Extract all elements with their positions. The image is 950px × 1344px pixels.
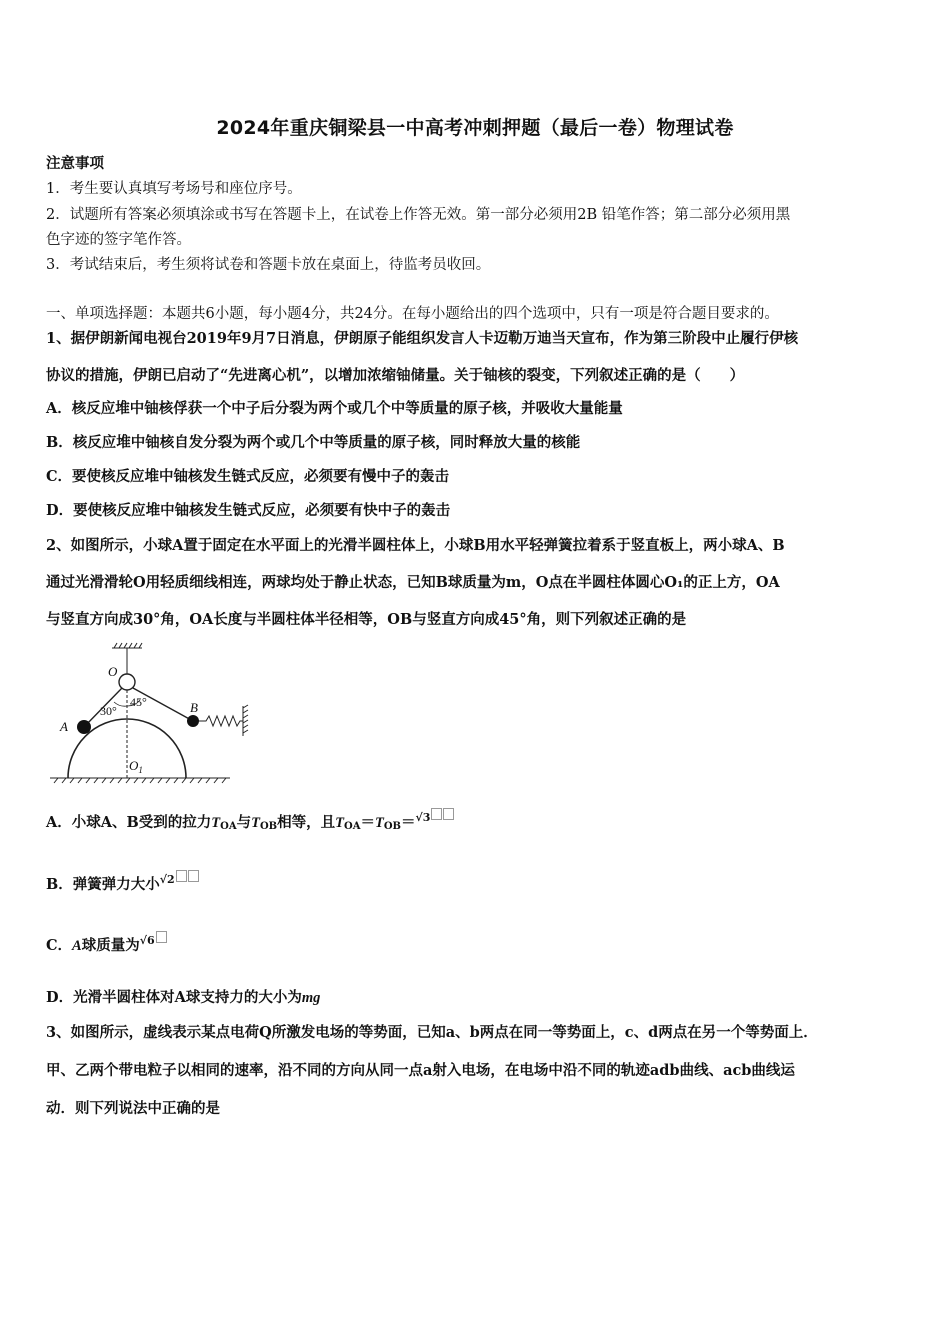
q2-option-a-sub1: OA [220,821,237,832]
q1-option-d: D．要使核反应堆中铀核发生链式反应，必须要有快中子的轰击 [46,502,451,519]
q2-option-b-sqrt: √2 [159,873,175,886]
q2-option-b [46,870,199,894]
notice-item-2: 2．试题所有答案必须填涂或书写在答题卡上，在试卷上作答无效。第一部分必须用2B 铅笔作答；第二部分必须用黑 [46,207,791,223]
label-a: A [60,719,68,734]
missing-glyph-icon [431,808,442,820]
label-o1-main: O [129,758,139,773]
notice-item-1: 1．考生要认真填写考场号和座位序号。 [46,181,302,197]
label-angle-45: 45° [130,695,147,709]
q2-option-a-equals2: ＝ [401,814,416,831]
q2-option-c-sym: A [72,938,82,954]
q2-option-a-sqrt: √3 [415,811,431,824]
q1-option-c: C．要使核反应堆中铀核发生链式反应，必须要有慢中子的轰击 [46,468,450,485]
ball-a [77,720,91,734]
notice-item-2-cont: 色字迹的签字笔作答。 [46,232,191,248]
q3-stem-line3: 动．则下列说法中正确的是 [46,1100,220,1117]
missing-glyph-icon [188,870,199,882]
q2-option-c-text: 球质量为 [81,937,140,954]
q2-option-d-sym: mg [301,990,321,1006]
q1-stem-line1: 1、据伊朗新闻电视台2019年9月7日消息，伊朗原子能组织发言人卡迈勒万迪当天宣布，作为第三阶段中止履行伊核 [46,330,799,347]
label-o1 [129,758,143,775]
q2-option-b-text: B．弹簧弹力大小 [46,876,160,893]
q2-option-a-t3: T [335,815,344,831]
q2-stem-line2: 通过光滑滑轮O用轻质细线相连，两球均处于静止状态，已知B球质量为m，O点在半圆柱体圆心O₁的正上方，OA [46,574,780,591]
q1-option-a: A．核反应堆中铀核俘获一个中子后分裂为两个或几个中等质量的原子核，并吸收大量能量 [46,400,623,417]
wall [243,705,249,736]
q2-option-a-sub2: OB [259,821,278,832]
q2-figure [46,640,266,790]
section-heading: 一、单项选择题：本题共6小题，每小题4分，共24分。在每小题给出的四个选项中，只有一项是符合题目要求的。 [46,306,779,322]
q2-option-a-t1: T [211,815,221,831]
missing-glyph-icon [176,870,187,882]
q2-option-a-prefix: A．小球A、B受到的拉力 [46,814,212,831]
q2-stem-line3: 与竖直方向成30°角，OA长度与半圆柱体半径相等，OB与竖直方向成45°角，则下列叙述正确的是 [46,611,687,628]
missing-glyph-icon [443,808,454,820]
q3-stem-line2: 甲、乙两个带电粒子以相同的速率，沿不同的方向从同一点a射入电场，在电场中沿不同的轨迹adb曲线、acb曲线运 [46,1062,795,1079]
q2-option-a-t2: T [251,815,260,831]
q2-option-c-sqrt: √6 [139,934,155,947]
ground [50,778,230,783]
q2-option-d [46,986,320,1007]
q2-option-a-equals: ＝ [360,814,375,831]
label-o1-sub: 1 [138,765,143,775]
q2-option-a [46,808,454,832]
q1-option-b: B．核反应堆中铀核自发分裂为两个或几个中等质量的原子核，同时释放大量的核能 [46,434,581,451]
q2-option-a-sub3: OA [344,821,361,832]
spring [199,716,243,726]
q3-stem-line1: 3、如图所示，虚线表示某点电荷Q所激发电场的等势面，已知a、b两点在同一等势面上，c、d两点在另一个等势面上． [46,1024,818,1041]
q2-option-c [46,931,167,955]
q2-option-a-eq: 相等，且 [277,814,336,831]
q2-option-a-sub4: OB [383,821,402,832]
q2-option-a-mid: 与 [236,814,252,831]
label-angle-30: 30° [100,704,117,718]
label-b: B [190,700,198,715]
label-o: O [108,664,118,679]
q1-stem-line2: 协议的措施，伊朗已启动了“先进离心机”，以增加浓缩铀储量。关于铀核的裂变，下列叙述正确的是（ ） [46,367,745,384]
exam-title: 2024年重庆铜梁县一中高考冲刺押题（最后一卷）物理试卷 [216,117,734,139]
missing-glyph-icon [156,931,167,943]
notice-item-3: 3．考试结束后，考生须将试卷和答题卡放在桌面上，待监考员收回。 [46,257,491,273]
notice-heading: 注意事项 [46,155,104,172]
q2-stem-line1: 2、如图所示，小球A置于固定在水平面上的光滑半圆柱体上，小球B用水平轻弹簧拉着系于竖直板上，两小球A、B [46,537,785,554]
q2-option-c-prefix: C． [46,937,73,954]
ball-b [187,715,199,727]
q2-option-d-text: D．光滑半圆柱体对A球支持力的大小为 [46,989,302,1006]
pulley [119,674,135,690]
q2-option-a-t4: T [374,815,384,831]
